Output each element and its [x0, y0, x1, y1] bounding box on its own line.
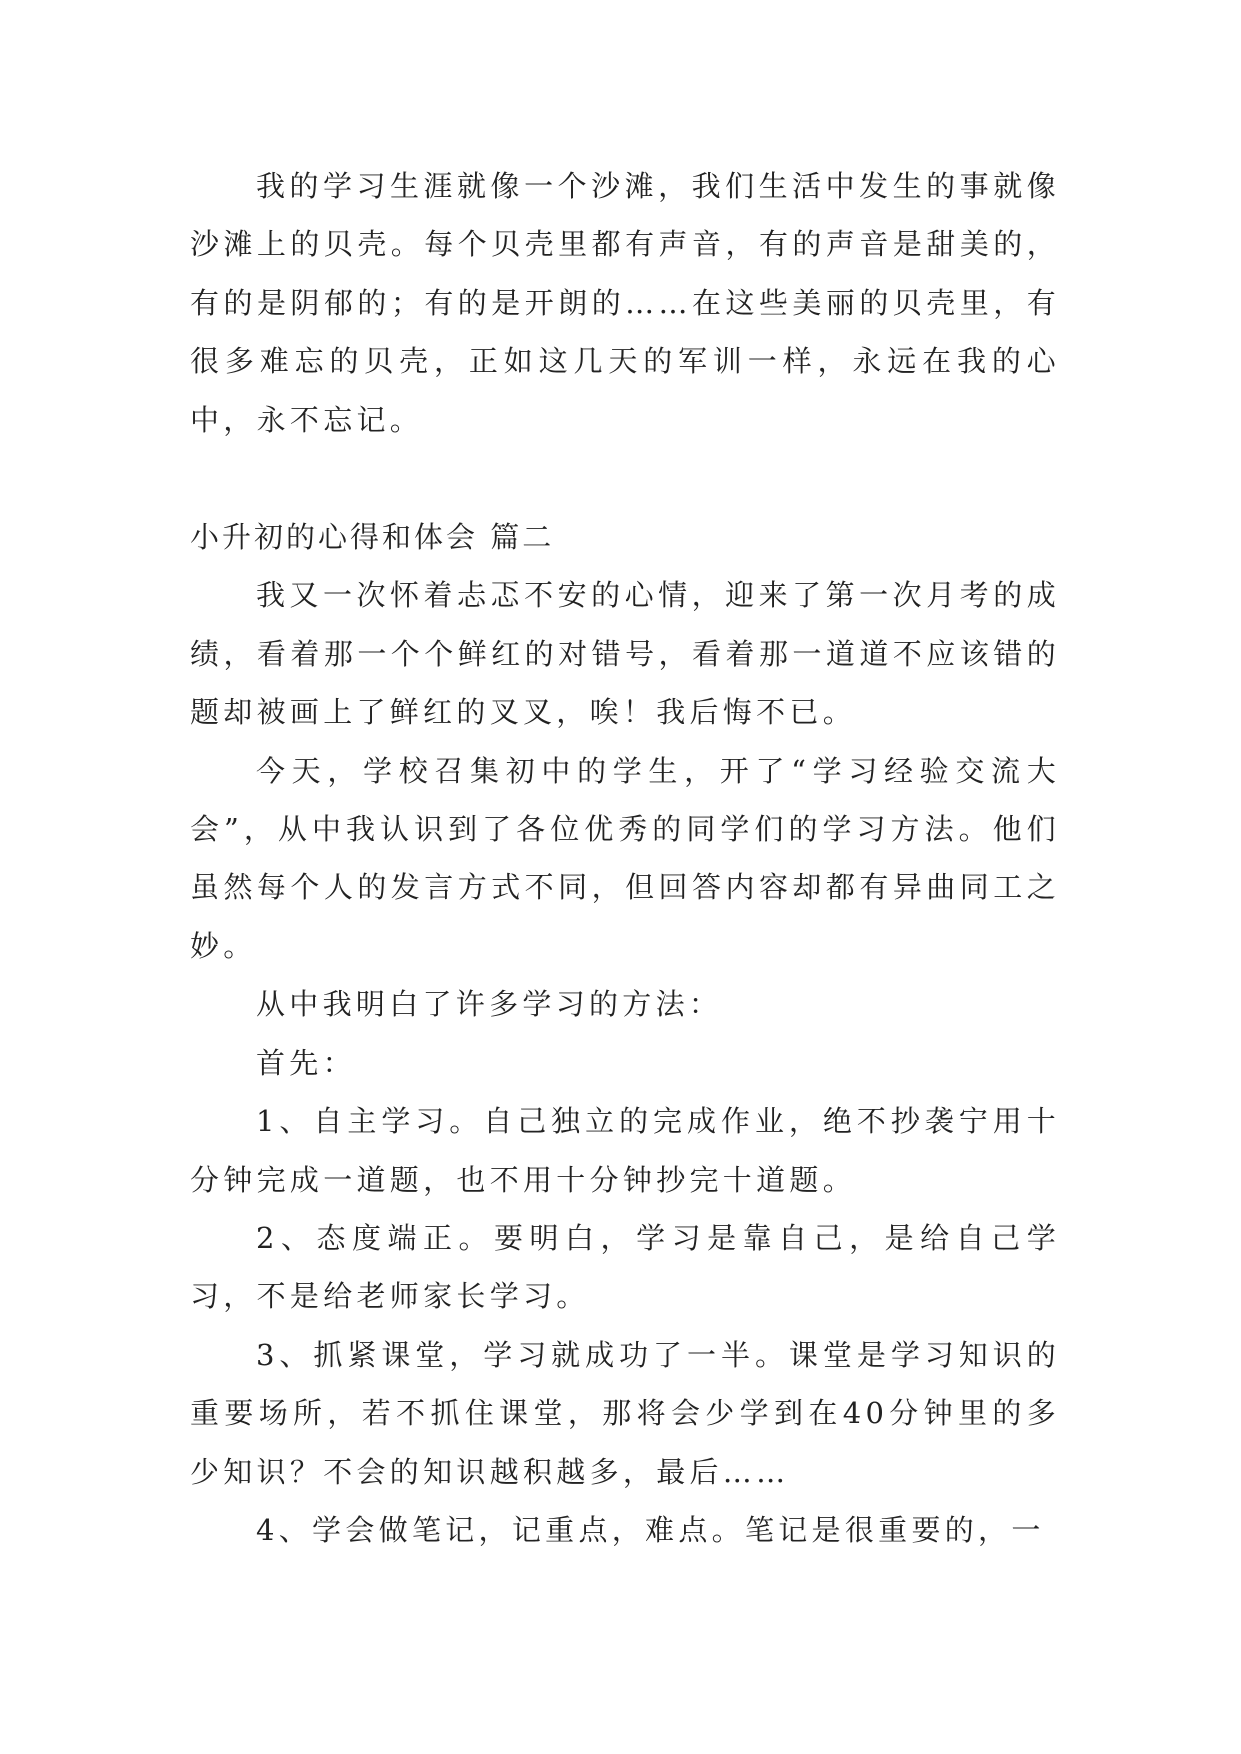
paragraph-learned-methods: 从中我明白了许多学习的方法： [256, 987, 723, 1022]
list-item-classroom: 3、抓紧课堂，学习就成功了一半。课堂是学习知识的重要场所，若不抓住课堂，那将会少学到在40分钟里的多少知识？不会的知识越积越多，最后…… [190, 1337, 1060, 1489]
paragraph-shell-memories: 我的学习生涯就像一个沙滩，我们生活中发生的事就像沙滩上的贝壳。每个贝壳里都有声音，有的声音是甜美的，有的是阴郁的；有的是开朗的……在这些美丽的贝壳里，有很多难忘的贝壳，正如这几天的军训一样，永远在我的心中，永不忘记。 [190, 169, 1060, 437]
paragraph-first: 首先： [256, 1045, 356, 1080]
list-item-notes: 4、学会做笔记，记重点，难点。笔记是很重要的，一 [256, 1512, 1045, 1547]
document-body [190, 157, 1060, 1559]
list-item-attitude: 2、态度端正。要明白，学习是靠自己，是给自己学习，不是给老师家长学习。 [190, 1220, 1060, 1314]
paragraph-monthly-exam: 我又一次怀着忐忑不安的心情，迎来了第一次月考的成绩，看着那一个个鲜红的对错号，看着那一道道不应该错的题却被画上了鲜红的叉叉，唉！我后悔不已。 [190, 578, 1060, 730]
section-heading: 小升初的心得和体会 篇二 [190, 520, 555, 555]
paragraph-exchange-meeting: 今天，学校召集初中的学生，开了“学习经验交流大会”，从中我认识到了各位优秀的同学们的学习方法。他们虽然每个人的发言方式不同，但回答内容却都有异曲同工之妙。 [190, 753, 1060, 963]
list-item-self-study: 1、自主学习。自己独立的完成作业，绝不抄袭宁用十分钟完成一道题，也不用十分钟抄完十道题。 [190, 1104, 1060, 1197]
